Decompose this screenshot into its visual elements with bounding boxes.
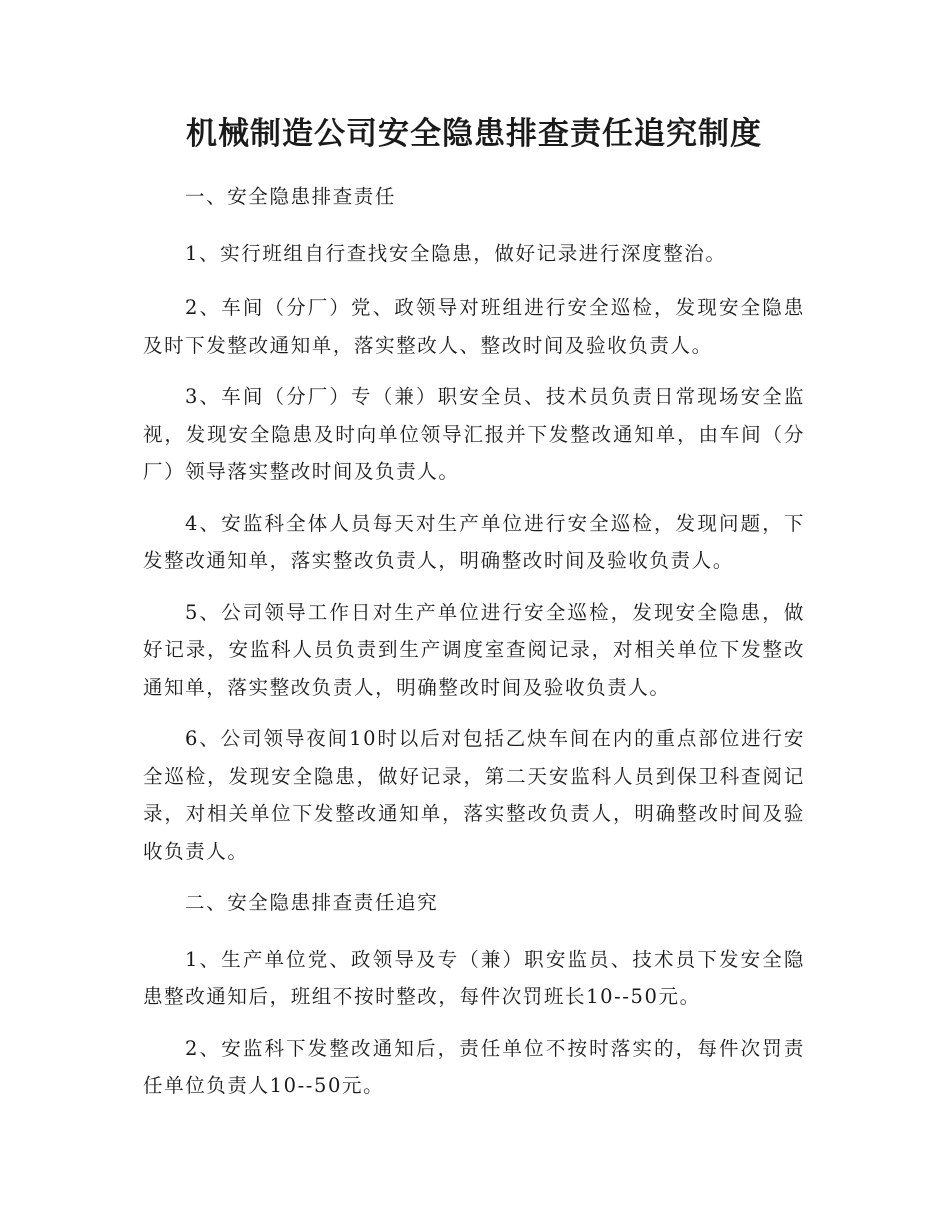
section1-item-5: 5、公司领导工作日对生产单位进行安全巡检，发现安全隐患，做好记录，安监科人员负责到生产调度室查阅记录，对相关单位下发整改通知单，落实整改负责人，明确整改时间及验收负责人。 [143,600,805,699]
section1-item-2: 2、车间（分厂）党、政领导对班组进行安全巡检，发现安全隐患及时下发整改通知单，落实整改人、整改时间及验收负责人。 [143,296,805,357]
section1-item-1: 1、实行班组自行查找安全隐患，做好记录进行深度整治。 [185,241,727,265]
section-heading-2: 二、安全隐患排查责任追究 [185,891,439,914]
section1-item-4: 4、安监科全体人员每天对生产单位进行安全巡检，发现问题，下发整改通知单，落实整改负责人，明确整改时间及验收负责人。 [143,511,805,572]
section-heading-1: 一、安全隐患排查责任 [185,185,397,208]
section1-item-3: 3、车间（分厂）专（兼）职安全员、技术员负责日常现场安全监视，发现安全隐患及时向单位领导汇报并下发整改通知单，由车间（分厂）领导落实整改时间及负责人。 [143,385,805,483]
section2-item-1: 1、生产单位党、政领导及专（兼）职安监员、技术员下发安全隐患整改通知后，班组不按时整改，每件次罚班长10--50元。 [143,947,805,1008]
section2-item-2: 2、安监科下发整改通知后，责任单位不按时落实的，每件次罚责任单位负责人10--50元。 [143,1036,805,1097]
document-title: 机械制造公司安全隐患排查责任追究制度 [186,116,762,152]
section1-item-6: 6、公司领导夜间10时以后对包括乙炔车间在内的重点部位进行安全巡检，发现安全隐患，做好记录，第二天安监科人员到保卫科查阅记录，对相关单位下发整改通知单，落实整改负责人，明确整改时间及验收负责人。 [143,727,805,863]
